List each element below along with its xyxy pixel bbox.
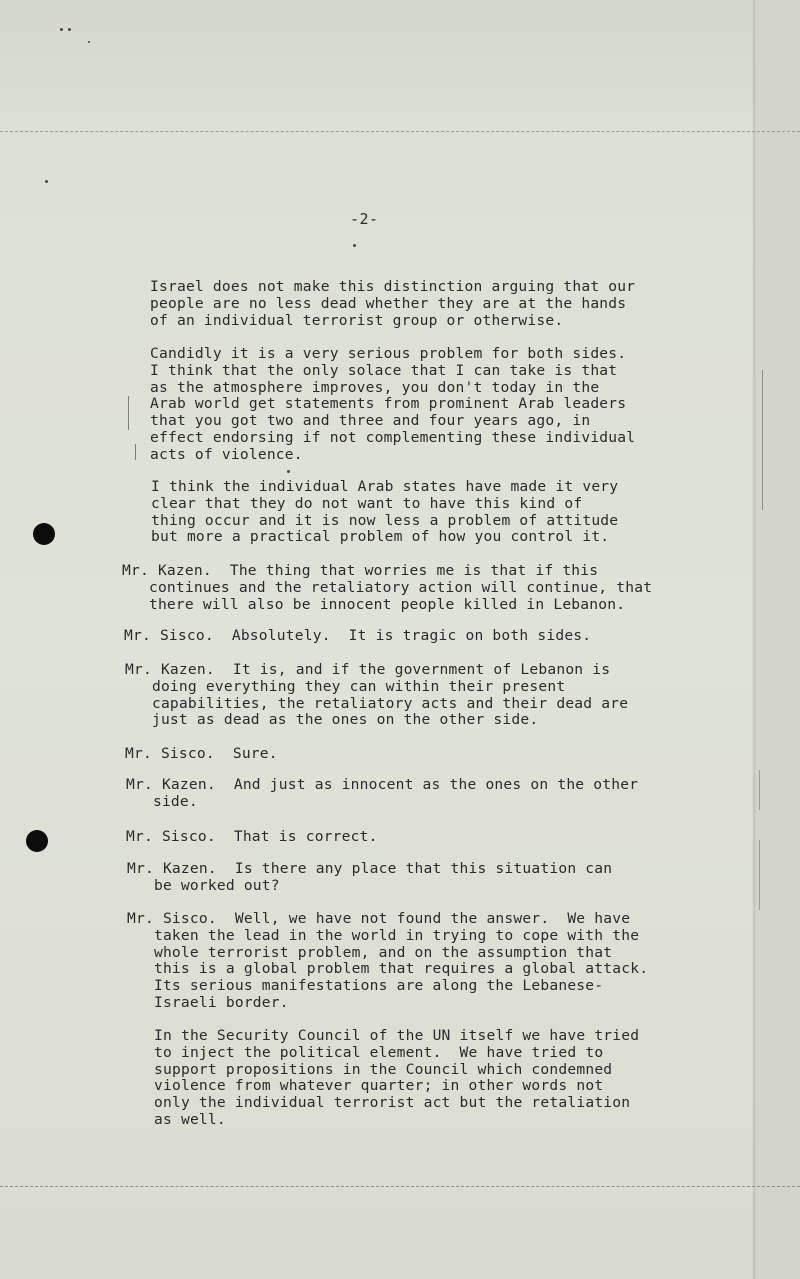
dialogue-entry: Mr. Kazen. It is, and if the government of Lebanon is doing everything they can within their present capabilities, the retaliatory acts and their dead are just as dead as the ones on the other side. <box>125 661 629 729</box>
top-fold-line <box>0 131 800 132</box>
dialogue-entry: Mr. Kazen. The thing that worries me is that if this continues and the retaliatory action will continue, that there will also be innocent people killed in Lebanon. <box>122 562 653 613</box>
dialogue-entry: Mr. Sisco. Absolutely. It is tragic on both sides. <box>124 627 592 644</box>
dialogue-entry: Mr. Sisco. That is correct. <box>126 828 378 845</box>
dialogue-entry: Mr. Sisco. Sure. <box>125 745 278 762</box>
paper-speck <box>45 180 48 183</box>
margin-pencil-mark <box>135 444 136 460</box>
margin-pencil-mark <box>759 770 760 810</box>
paper-speck <box>88 41 90 43</box>
page-edge-line <box>752 0 756 1279</box>
paper-speck <box>68 28 71 31</box>
dialogue-entry: Mr. Kazen. Is there any place that this situation can be worked out? <box>127 860 613 894</box>
punch-hole <box>26 830 48 852</box>
page-number: -2- <box>350 210 379 228</box>
paragraph: Israel does not make this distinction arguing that our people are no less dead whether they are at the hands of an individual terrorist group or otherwise. <box>150 278 636 329</box>
margin-pencil-mark <box>759 840 760 910</box>
paragraph: I think the individual Arab states have made it very clear that they do not want to have this kind of thing occur and it is now less a problem of attitude but more a practical problem of how you control it. <box>151 478 619 546</box>
paragraph: In the Security Council of the UN itself we have tried to inject the political element. We have tried to support propositions in the Council which condemned violence from whatever quarter; in other words not only the individual terrorist act but the retaliation as well. <box>154 1027 640 1128</box>
dialogue-entry: Mr. Kazen. And just as innocent as the ones on the other side. <box>126 776 639 810</box>
margin-pencil-mark <box>128 396 129 430</box>
paragraph: Candidly it is a very serious problem for both sides. I think that the only solace that I can take is that as the atmosphere improves, you don't today in the Arab world get statements from prominent Arab leaders that you got two and three and four years ago, in effect endorsing if not complementing these individual acts of violence. <box>150 345 636 463</box>
paper-speck <box>287 470 290 473</box>
paper-speck <box>353 244 356 247</box>
paper-speck <box>60 28 63 31</box>
margin-pencil-mark <box>762 370 763 510</box>
dialogue-entry: Mr. Sisco. Well, we have not found the answer. We have taken the lead in the world in trying to cope with the whole terrorist problem, and on the assumption that this is a global problem that requires a global attack. Its serious manifestations are along the Lebanese- Israeli border. <box>127 910 649 1011</box>
punch-hole <box>33 523 55 545</box>
page-edge-shadow <box>754 0 800 1279</box>
bottom-fold-line <box>0 1186 800 1187</box>
